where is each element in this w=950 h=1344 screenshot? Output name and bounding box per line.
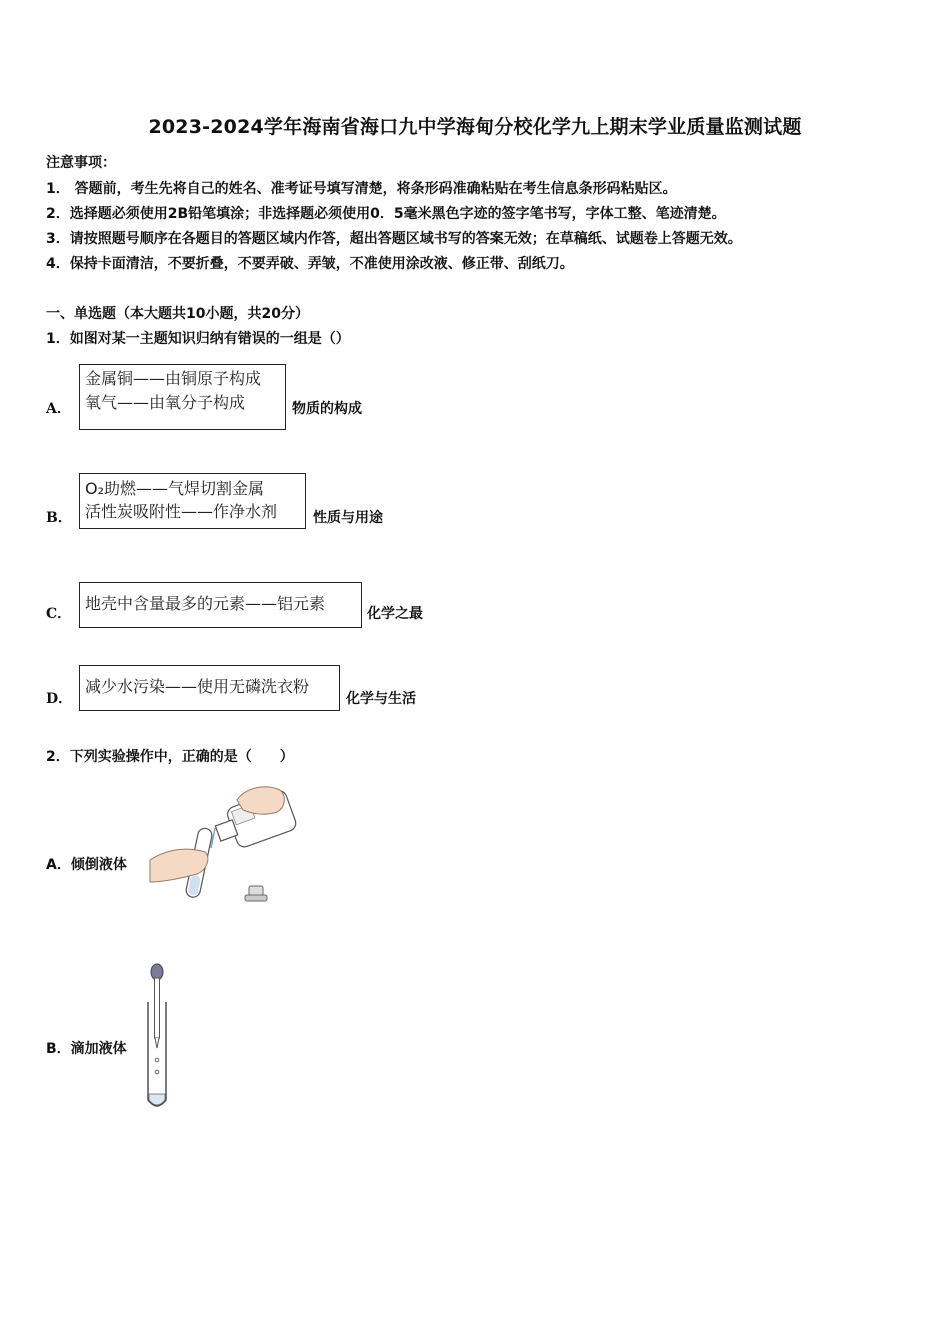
q1-option-d-tag: 化学与生活 <box>346 691 416 707</box>
question-2-stem: 2．下列实验操作中，正确的是（ ） <box>46 749 294 765</box>
notice-heading: 注意事项： <box>46 155 116 171</box>
section-title: 一、单选题（本大题共10小题，共20分） <box>46 306 309 322</box>
drop-icon <box>155 1070 159 1074</box>
q1-option-a-box <box>79 364 286 430</box>
q1-option-c-tag: 化学之最 <box>367 606 423 622</box>
q1-option-d-line-1: 减少水污染——使用无磷洗衣粉 <box>85 677 310 696</box>
dropper-tube-icon <box>155 978 160 1038</box>
q1-option-d-box <box>79 665 340 711</box>
notice-item: 3．请按照题号顺序在各题目的答题区域内作答，超出答题区域书写的答案无效；在草稿纸、试题卷上答题无效。 <box>46 231 742 247</box>
dropping-liquid-illustration <box>140 962 180 1114</box>
pouring-liquid-illustration <box>145 778 305 913</box>
question-1-stem: 1．如图对某一主题知识归纳有错误的一组是（） <box>46 331 350 347</box>
q1-option-d-letter[interactable]: D． <box>46 691 73 707</box>
q1-option-c-line-1: 地壳中含量最多的元素——铝元素 <box>85 594 326 613</box>
notice-item: 2．选择题必须使用2B铅笔填涂；非选择题必须使用0．5毫米黑色字迹的签字笔书写，字体工整、笔迹清楚。 <box>46 206 726 222</box>
q1-option-a-tag: 物质的构成 <box>292 401 362 417</box>
q1-option-b-box <box>79 473 306 529</box>
q1-option-c-letter[interactable]: C． <box>46 606 72 622</box>
q1-option-b-tag: 性质与用途 <box>313 510 383 526</box>
q1-option-c-box <box>79 582 362 628</box>
drop-icon <box>155 1058 159 1062</box>
q1-option-b-line-1: O₂助燃——气焊切割金属 <box>85 479 265 498</box>
q1-option-a-letter[interactable]: A． <box>46 401 71 417</box>
q1-option-b-line-2: 活性炭吸附性——作净水剂 <box>85 502 278 521</box>
q2-option-a-label[interactable]: A．倾倒液体 <box>46 857 127 873</box>
page-title: 2023-2024学年海南省海口九中学海甸分校化学九上期末学业质量监测试题 <box>148 116 802 138</box>
q1-option-a-line-2: 氧气——由氧分子构成 <box>85 393 246 412</box>
q1-option-b-letter[interactable]: B． <box>46 510 72 526</box>
notice-item: 1． 答题前，考生先将自己的姓名、准考证号填写清楚，将条形码准确粘贴在考生信息条形码粘贴区。 <box>46 181 677 197</box>
hand-icon <box>237 787 284 814</box>
q2-option-b-label[interactable]: B．滴加液体 <box>46 1041 127 1057</box>
q1-option-a-line-1: 金属铜——由铜原子构成 <box>85 369 262 388</box>
notice-item: 4．保持卡面清洁，不要折叠，不要弄破、弄皱，不准使用涂改液、修正带、刮纸刀。 <box>46 256 574 272</box>
stopper-icon <box>245 886 267 901</box>
